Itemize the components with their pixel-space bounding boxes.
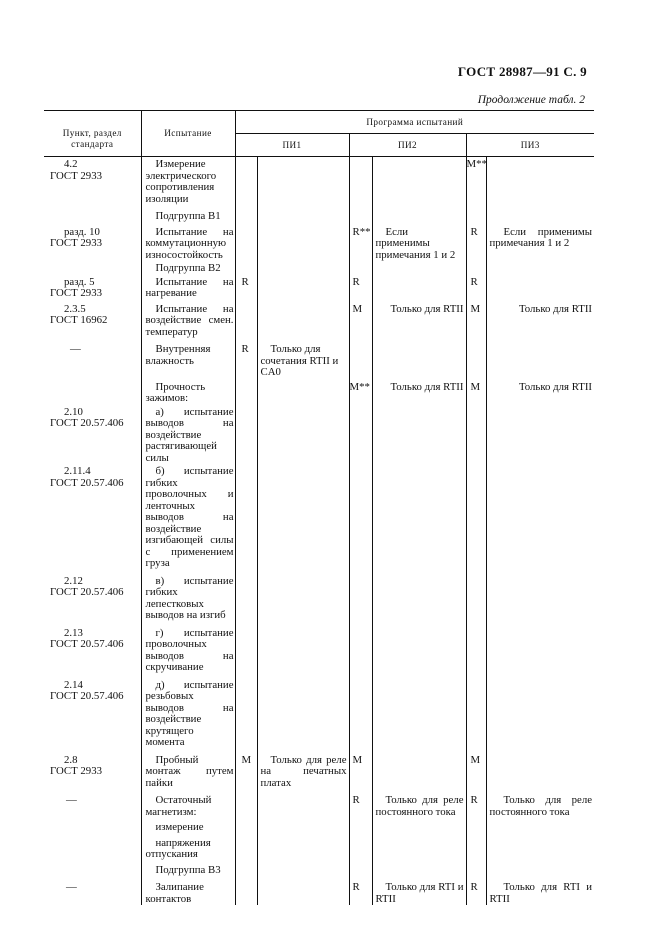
pi2-note: [372, 749, 466, 790]
pi1-note: [257, 157, 349, 206]
pi2-code: R: [349, 876, 372, 905]
pi2-code: R: [349, 275, 372, 300]
pi1-code: [235, 789, 257, 818]
standard-ref: ГОСТ 20.57.406: [50, 586, 124, 598]
standard-ref: ГОСТ 20.57.406: [50, 690, 124, 702]
col-header-pi2: ПИ2: [349, 133, 466, 157]
standard-ref: ГОСТ 20.57.406: [50, 476, 124, 489]
table-continuation-label: Продолжение табл. 2: [477, 94, 585, 106]
test-name: измерение: [155, 821, 204, 833]
col-header-program: Программа испытаний: [235, 111, 594, 134]
pi1-note: Только для сочетания RTII и CA0: [257, 338, 349, 379]
pi2-code: M: [349, 300, 372, 339]
point-ref: разд. 5: [64, 275, 95, 288]
pi1-code: M: [235, 749, 257, 790]
test-name: Испытание на нагревание: [145, 275, 234, 299]
table-row: [44, 570, 594, 622]
table-row: [44, 749, 594, 790]
test-name: Измерение электрического сопротивления изоляции: [145, 158, 217, 205]
pi1-note: [257, 379, 349, 405]
subgroup-label: Подгруппа В3: [155, 863, 221, 876]
pi2-note: Только для реле постоянного тока: [372, 789, 466, 818]
pi1-code: [235, 223, 257, 262]
pi3-code: R: [466, 275, 486, 300]
table-row: [44, 405, 594, 465]
table-row: [44, 834, 594, 861]
test-name: Залипание контактов: [145, 881, 204, 905]
table-row: [44, 338, 594, 379]
pi3-note: Только для RTI и RTII: [486, 876, 594, 905]
point-ref: 2.11.4: [64, 465, 91, 477]
table-row: [44, 300, 594, 339]
pi3-code: R: [466, 876, 486, 905]
pi3-note: Только для RTII: [486, 379, 594, 405]
test-name: г) испытание проволочных выводов на скручивание: [145, 626, 234, 673]
pi3-code: M: [466, 749, 486, 790]
table-row-group: [44, 205, 594, 223]
col-header-pi3: ПИ3: [466, 133, 594, 157]
standard-ref: ГОСТ 16962: [50, 314, 108, 326]
test-name: в) испытание гибких лепестковых выводов на изгиб: [145, 574, 234, 621]
table-row: [44, 275, 594, 300]
pi1-code: R: [235, 275, 257, 300]
pi3-note: Если применимы примечания 1 и 2: [486, 223, 594, 262]
pi3-code: M: [466, 379, 486, 405]
point-ref: 2.10: [64, 405, 83, 418]
pi2-code: R**: [349, 223, 372, 262]
point-ref: 4.2: [64, 158, 78, 170]
pi1-note: [257, 876, 349, 905]
standard-ref: ГОСТ 2933: [50, 765, 102, 777]
pi2-note: Только для RTI и RTII: [372, 876, 466, 905]
pi2-note: Только для RTII: [372, 300, 466, 339]
point-ref: 2.12: [64, 574, 83, 587]
pi2-code: M**: [349, 379, 372, 405]
pi1-code: [235, 379, 257, 405]
standard-ref: ГОСТ 20.57.406: [50, 417, 124, 429]
table-row: [44, 818, 594, 834]
table-row: [44, 674, 594, 749]
test-name: а) испытание выводов на воздействие растягивающей силы: [145, 405, 234, 464]
pi3-note: [486, 275, 594, 300]
table-row: [44, 789, 594, 818]
test-name: Внутренняя влажность: [145, 343, 211, 367]
point-ref: —: [66, 794, 77, 806]
table-row: [44, 622, 594, 674]
point-ref: —: [66, 881, 77, 893]
pi2-code: [349, 157, 372, 206]
pi1-note: Только для реле на печатных платах: [257, 749, 349, 790]
pi1-note: [257, 223, 349, 262]
test-name: Прочность зажимов:: [145, 380, 206, 404]
pi3-note: [486, 749, 594, 790]
test-name: Остаточный магнетизм:: [145, 794, 212, 818]
subgroup-label: Подгруппа В1: [155, 210, 221, 222]
pi1-code: [235, 157, 257, 206]
table-row: [44, 157, 594, 206]
pi1-code: [235, 300, 257, 339]
pi3-note: Только для реле постоянного тока: [486, 789, 594, 818]
pi3-note: [486, 157, 594, 206]
table-row: [44, 464, 594, 570]
pi3-code: [466, 338, 486, 379]
standard-ref: ГОСТ 20.57.406: [50, 638, 124, 650]
pi1-note: [257, 275, 349, 300]
pi3-code: R: [466, 789, 486, 818]
point-ref: 2.8: [64, 753, 78, 766]
pi2-note: [372, 157, 466, 206]
pi3-note: [486, 338, 594, 379]
standard-ref: ГОСТ 2933: [50, 169, 102, 182]
pi1-note: [257, 300, 349, 339]
pi3-code: M: [466, 300, 486, 339]
col-header-test: Испытание: [141, 111, 235, 157]
test-name: Испытание на воздействие смен. температур: [145, 302, 234, 338]
test-name: Испытание на коммутационную износостойкость: [145, 225, 234, 261]
pi2-code: [349, 338, 372, 379]
col-header-point: Пункт, раздел стандарта: [44, 111, 141, 157]
subgroup-label: Подгруппа В2: [155, 262, 221, 274]
pi3-code: R: [466, 223, 486, 262]
table-row: [44, 379, 594, 405]
pi2-note: [372, 338, 466, 379]
pi1-code: R: [235, 338, 257, 379]
test-name: б) испытание гибких проволочных и ленточных выводов на воздействие изгибающей силы с применением груза: [145, 465, 234, 569]
table-row-group: [44, 261, 594, 275]
test-program-table: [44, 110, 594, 905]
pi2-note: Только для RTII: [372, 379, 466, 405]
page-title: ГОСТ 28987—91 С. 9: [457, 64, 587, 79]
test-name: д) испытание резьбовых выводов на воздействие крутящего момента: [145, 678, 234, 748]
standard-ref: ГОСТ 2933: [50, 237, 102, 249]
pi2-note: [372, 275, 466, 300]
table-row: [44, 876, 594, 905]
pi3-code: M**: [466, 157, 486, 206]
table-row-group: [44, 861, 594, 877]
test-name: напряжения отпускания: [145, 836, 211, 860]
pi2-note: Если применимы примечания 1 и 2: [372, 223, 466, 262]
point-ref: 2.14: [64, 678, 83, 691]
point-ref: —: [70, 343, 81, 355]
col-header-pi1: ПИ1: [235, 133, 349, 157]
point-ref: разд. 10: [64, 225, 100, 238]
point-ref: 2.13: [64, 626, 83, 639]
table-row: [44, 223, 594, 262]
standard-ref: ГОСТ 2933: [50, 287, 102, 299]
test-name: Пробный монтаж путем пайки: [145, 753, 234, 789]
pi2-code: R: [349, 789, 372, 818]
pi2-code: M: [349, 749, 372, 790]
pi1-note: [257, 789, 349, 818]
point-ref: 2.3.5: [64, 302, 86, 315]
pi1-code: [235, 876, 257, 905]
pi3-note: Только для RTII: [486, 300, 594, 339]
